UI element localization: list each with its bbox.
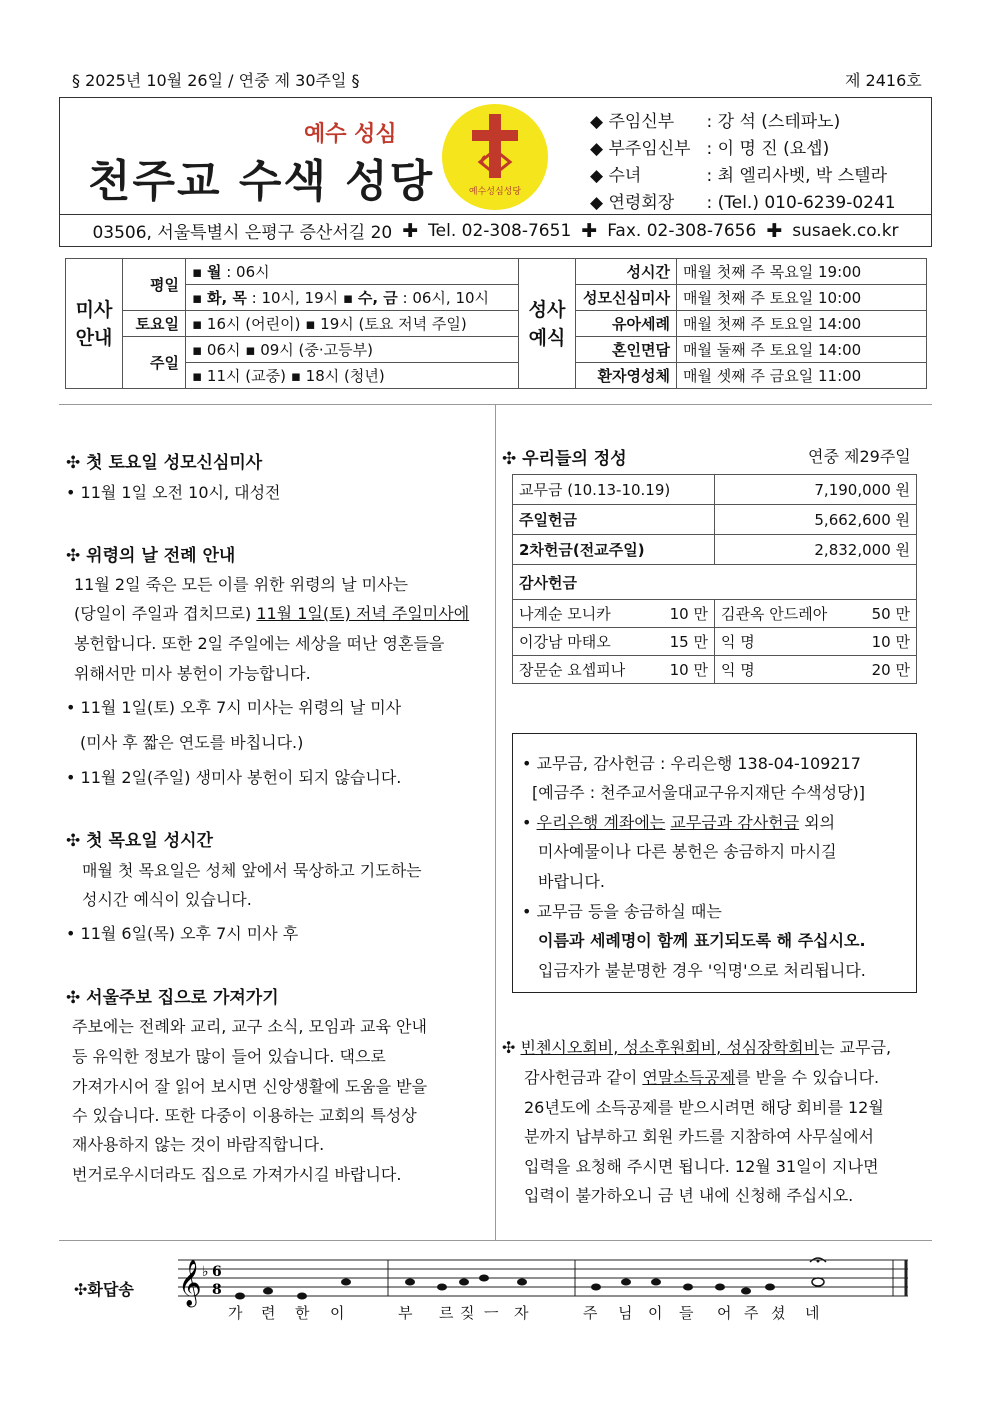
column-divider — [495, 404, 496, 1240]
weekday-label: 평일 — [123, 259, 186, 311]
masthead-subtitle: 예수 성심 — [304, 122, 397, 147]
text-line: 매월 첫 목요일은 성체 앞에서 묵상하고 기도하는 — [82, 861, 422, 880]
svg-text:𝄞: 𝄞 — [178, 1260, 202, 1306]
music-staff — [178, 1252, 910, 1308]
separator-cross-icon: ✚ — [766, 219, 783, 242]
membership-line: 입력을 요청해 주시면 됩니다. 12월 31일이 지나면 — [524, 1157, 879, 1176]
svg-text:6: 6 — [212, 1264, 222, 1280]
psalm-label: ✣화답송 — [74, 1280, 134, 1299]
sacrament-label: 환자영성체 — [576, 363, 677, 389]
issue-number: 제 2416호 — [845, 71, 922, 90]
staff-list — [590, 107, 896, 215]
text-line: • 11월 1일(토) 오후 7시 미사는 위령의 날 미사 — [66, 698, 402, 717]
sunday-row-2: ▪ 11시 (교중) ▪ 18시 (청년) — [186, 363, 519, 389]
text-line: 번거로우시더라도 집으로 가져가시길 바랍니다. — [72, 1165, 402, 1184]
sacrament-value: 매월 첫째 주 토요일 10:00 — [677, 285, 927, 311]
section-title-first-saturday: ✣ 첫 토요일 성모신심미사 — [66, 453, 263, 473]
membership-line: 26년도에 소득공제를 받으시려면 해당 회비를 12월 — [524, 1098, 884, 1117]
text-line: 11월 2일 죽은 모든 이를 위한 위령의 날 미사는 — [74, 575, 408, 594]
text-line: 성시간 예식이 있습니다. — [82, 890, 252, 909]
divider — [59, 1240, 932, 1241]
offering-week: 연중 제29주일 — [808, 447, 911, 466]
membership-line: 감사헌금과 같이 연말소득공제를 받을 수 있습니다. — [524, 1068, 880, 1087]
sacrament-label: 성시간 — [576, 259, 677, 285]
offering-row: 주일헌금 5,662,600 원 — [513, 505, 917, 535]
staff-row: ◆ 연령회장 : (Tel.) 010-6239-0241 — [590, 193, 896, 213]
donor-row: 나계순 모니카 10 만 김관옥 안드레아 50 만 — [513, 600, 917, 628]
church-logo — [442, 104, 548, 210]
notice-line: • 우리은행 계좌에는 교무금과 감사헌금 외의 — [522, 813, 836, 832]
sunday-row-1: ▪ 06시 ▪ 09시 (중·고등부) — [186, 337, 519, 363]
sacrament-value: 매월 둘째 주 토요일 14:00 — [677, 337, 927, 363]
notice-line: 미사예물이나 다른 봉헌은 송금하지 마시길 — [538, 842, 837, 861]
mass-heading: 미사 안내 — [66, 259, 123, 389]
notice-line: • 교무금, 감사헌금 : 우리은행 138-04-109217 — [522, 754, 861, 773]
sacrament-heading: 성사 예식 — [519, 259, 576, 389]
staff-row: ◆ 수녀 : 최 엘리사벳, 박 스텔라 — [590, 166, 888, 186]
sacrament-label: 성모신심미사 — [576, 285, 677, 311]
section-title-offering: ✣ 우리들의 정성 — [502, 449, 627, 469]
text-line: 수 있습니다. 또한 다중이 이용하는 교회의 특성상 — [72, 1106, 417, 1125]
section-title-bulletin: ✣ 서울주보 집으로 가져가기 — [66, 988, 279, 1008]
donor-row: 이강남 마태오 15 만 익 명 10 만 — [513, 628, 917, 656]
website[interactable]: susaek.co.kr — [792, 220, 899, 241]
telephone: Tel. 02-308-7651 — [428, 220, 572, 241]
text-line: (당일이 주일과 겹치므로) 11월 1일(토) 저녁 주일미사에 — [74, 604, 470, 623]
section-title-all-souls: ✣ 위령의 날 전례 안내 — [66, 546, 236, 566]
text-line: (미사 후 짧은 연도를 바칩니다.) — [80, 733, 304, 752]
separator-cross-icon: ✚ — [581, 219, 598, 242]
membership-line: 입력이 불가하오니 금 년 내에 신청해 주십시오. — [524, 1186, 854, 1205]
staff-row: ◆ 주임신부 : 강 석 (스테파노) — [590, 112, 841, 132]
address: 03506, 서울특별시 은평구 증산서길 20 — [92, 223, 393, 243]
contact-bar — [59, 215, 932, 247]
separator-cross-icon: ✚ — [402, 219, 419, 242]
schedule-table — [65, 258, 927, 389]
text-line: 재사용하지 않는 것이 바람직합니다. — [72, 1135, 325, 1154]
svg-text:♭: ♭ — [202, 1264, 209, 1280]
text-line: 등 유익한 정보가 많이 들어 있습니다. 댁으로 — [72, 1047, 386, 1066]
weekday-row-2: ▪ 화, 목 : 10시, 19시 ▪ 수, 금 : 06시, 10시 — [186, 285, 519, 311]
sacrament-value: 매월 셋째 주 금요일 11:00 — [677, 363, 927, 389]
text-line: • 11월 1일 오전 10시, 대성전 — [66, 483, 281, 502]
logo-text: 예수성심성당 — [468, 187, 522, 197]
notice-line: • 교무금 등을 송금하실 때는 — [522, 902, 722, 921]
notice-line: [예금주 : 천주교서울대교구유지재단 수색성당)] — [532, 783, 866, 802]
text-line: 위해서만 미사 봉헌이 가능합니다. — [74, 664, 311, 683]
sacrament-label: 유아세례 — [576, 311, 677, 337]
text-line: 봉헌합니다. 또한 2일 주일에는 세상을 떠난 영혼들을 — [74, 634, 445, 653]
text-line: • 11월 2일(주일) 생미사 봉헌이 되지 않습니다. — [66, 768, 402, 787]
issue-date: § 2025년 10월 26일 / 연중 제 30주일 § — [72, 71, 360, 90]
donor-row: 장문순 요셉피나 10 만 익 명 20 만 — [513, 656, 917, 684]
text-line: 가져가시어 잘 읽어 보시면 신앙생활에 도움을 받을 — [72, 1077, 428, 1096]
section-title-holy-hour: ✣ 첫 목요일 성시간 — [66, 831, 213, 851]
weekday-row-1: ▪ 월 : 06시 — [186, 259, 519, 285]
svg-text:8: 8 — [212, 1282, 222, 1298]
offering-row: 2차헌금(전교주일) 2,832,000 원 — [513, 535, 917, 565]
text-line: 주보에는 전례와 교리, 교구 소식, 모임과 교육 안내 — [72, 1017, 427, 1036]
saturday-label: 토요일 — [123, 311, 186, 337]
sacrament-label: 혼인면담 — [576, 337, 677, 363]
saturday-row: ▪ 16시 (어린이) ▪ 19시 (토요 저녁 주일) — [186, 311, 519, 337]
staff-row: ◆ 부주임신부 : 이 명 진 (요셉) — [590, 139, 830, 159]
notice-line: 입금자가 불분명한 경우 '익명'으로 처리됩니다. — [538, 961, 866, 980]
sacrament-value: 매월 첫째 주 토요일 14:00 — [677, 311, 927, 337]
sunday-label: 주일 — [123, 337, 186, 389]
membership-line: ✣ 빈첸시오회비, 성소후원회비, 성심장학회비는 교무금, — [502, 1038, 892, 1057]
staff-lines-icon — [178, 1252, 910, 1308]
thanks-header-row: 감사헌금 — [513, 565, 917, 600]
notice-line: 바랍니다. — [538, 872, 605, 891]
masthead-title: 천주교 수색 성당 — [88, 156, 435, 207]
offering-table — [512, 474, 917, 684]
sacrament-value: 매월 첫째 주 목요일 19:00 — [677, 259, 927, 285]
offering-row: 교무금 (10.13-10.19) 7,190,000 원 — [513, 475, 917, 505]
fax: Fax. 02-308-7656 — [607, 220, 757, 241]
membership-line: 분까지 납부하고 회원 카드를 지참하여 사무실에서 — [524, 1127, 875, 1146]
text-line: • 11월 6일(목) 오후 7시 미사 후 — [66, 924, 299, 943]
notice-line: 이름과 세례명이 함께 표기되도록 해 주십시오. — [538, 931, 866, 950]
